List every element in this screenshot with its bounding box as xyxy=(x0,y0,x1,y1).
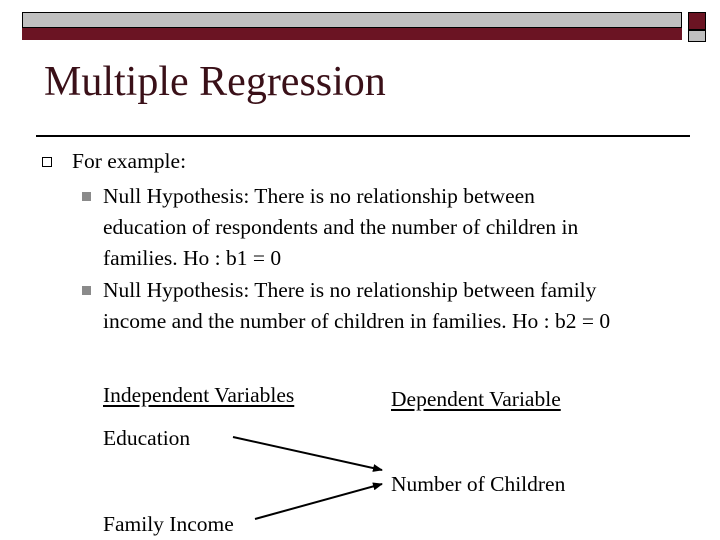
dependent-variable-header: Dependent Variable xyxy=(391,387,561,411)
bullet-intro: For example: xyxy=(72,149,187,173)
independent-education: Education xyxy=(103,426,191,450)
independent-variables-header: Independent Variables xyxy=(103,383,295,407)
arrow-education-to-children xyxy=(233,437,382,470)
sub-bullet-1-line-3: families. Ho : b1 = 0 xyxy=(103,246,282,270)
dependent-number-of-children: Number of Children xyxy=(391,472,566,496)
independent-family-income: Family Income xyxy=(103,512,234,536)
sub-bullet-2-line-2: income and the number of children in families. Ho : b2 = 0 xyxy=(103,309,611,333)
sub-bullet-1-line-2: education of respondents and the number of children in xyxy=(103,215,579,239)
sub-bullet-2-line-1: Null Hypothesis: There is no relationship between family xyxy=(103,278,597,302)
sub-bullet-1-line-1: Null Hypothesis: There is no relationship between xyxy=(103,184,535,208)
arrow-income-to-children xyxy=(255,484,382,519)
slide-title: Multiple Regression xyxy=(44,59,386,105)
